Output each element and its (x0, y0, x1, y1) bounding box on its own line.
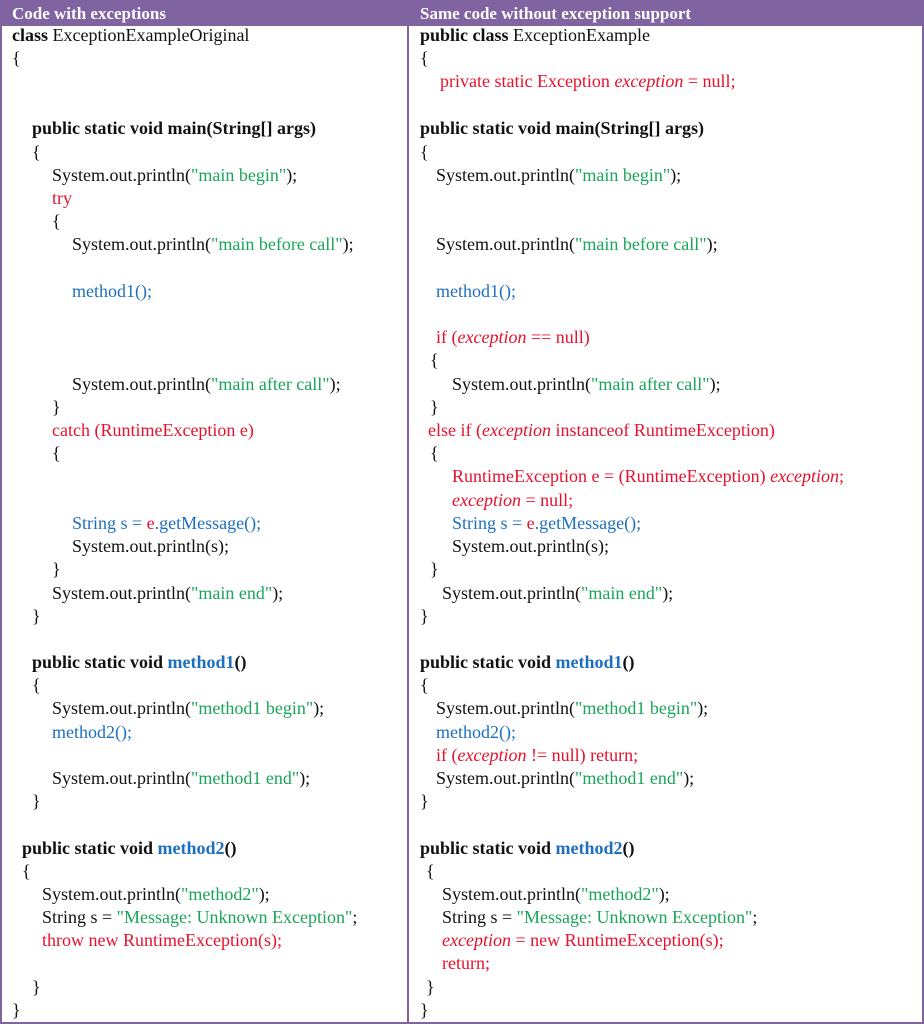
code-token: exception (442, 930, 511, 950)
code-token: "main end" (191, 583, 273, 603)
code-token: System.out.println( (436, 234, 575, 254)
code-token: System.out.println( (42, 884, 181, 904)
code-token: public static void main(String[] args) (420, 118, 705, 138)
code-token: ); (683, 768, 695, 788)
code-token: "method2" (181, 884, 259, 904)
code-token: String s = (72, 513, 147, 533)
code-token: ); (272, 583, 284, 603)
code-token: public static void (32, 652, 168, 672)
code-token: method2 (555, 838, 623, 858)
right-code-line (430, 558, 439, 581)
left-code-line (52, 721, 132, 744)
right-column-header: Same code without exception support (410, 2, 924, 26)
code-token: if ( (436, 327, 458, 347)
code-token: try (52, 188, 72, 208)
code-token: { (430, 443, 439, 463)
code-token: exception (770, 466, 840, 486)
left-code-line (12, 47, 21, 70)
left-code-line (52, 442, 61, 465)
code-token: "method2" (581, 884, 659, 904)
code-token: ); (709, 374, 721, 394)
right-code-line (420, 24, 650, 47)
code-token: method2(); (436, 722, 516, 742)
code-token: method1 (167, 652, 235, 672)
code-token: ); (299, 768, 311, 788)
code-token: () (622, 652, 635, 672)
code-token: ; (352, 907, 358, 927)
code-token: { (32, 142, 41, 162)
right-code-line (430, 396, 439, 419)
code-token: = null; (683, 71, 736, 91)
code-token: String s = (42, 907, 117, 927)
right-code-line (436, 744, 638, 767)
code-token: { (420, 675, 429, 695)
left-code-line (52, 210, 61, 233)
code-token: System.out.println( (72, 374, 211, 394)
right-code-line (420, 999, 429, 1022)
code-token: ExceptionExample (508, 25, 650, 45)
code-token: { (52, 211, 61, 231)
code-token: System.out.println( (442, 583, 581, 603)
code-token: System.out.println( (52, 768, 191, 788)
left-code-line (72, 233, 354, 256)
code-token: System.out.println( (442, 884, 581, 904)
code-token: String s = (452, 513, 527, 533)
code-token: } (12, 1000, 21, 1020)
right-code-line (442, 929, 724, 952)
code-token: "main after call" (211, 374, 330, 394)
code-token: ); (662, 583, 674, 603)
left-code-line (72, 280, 152, 303)
right-code-line (436, 326, 590, 349)
right-code-line (442, 952, 490, 975)
code-token: method1 (555, 652, 623, 672)
code-token: public static void (420, 838, 556, 858)
code-token: ); (342, 234, 354, 254)
right-code-line (420, 651, 635, 674)
code-token: } (32, 606, 41, 626)
code-token: "method1 end" (191, 768, 300, 788)
code-token: "method1 begin" (191, 698, 314, 718)
code-token: System.out.println( (436, 768, 575, 788)
code-token: } (426, 977, 435, 997)
right-code-line (420, 674, 429, 697)
left-code-line (32, 141, 41, 164)
code-token: method2(); (52, 722, 132, 742)
left-code-line (22, 837, 237, 860)
code-token: System.out.println( (52, 583, 191, 603)
code-token: System.out.println( (52, 698, 191, 718)
left-code-line (72, 512, 261, 535)
right-code-line (436, 280, 516, 303)
left-code-line (32, 605, 41, 628)
right-code-line (420, 141, 429, 164)
code-token: "method1 begin" (575, 698, 698, 718)
code-token: "Message: Unknown Exception" (116, 907, 353, 927)
code-token: ); (313, 698, 325, 718)
code-token: instanceof RuntimeException) (550, 420, 775, 440)
right-code-line (436, 164, 681, 187)
code-token: ); (286, 165, 298, 185)
code-token: ); (706, 234, 718, 254)
right-code-line (428, 419, 775, 442)
code-token: } (420, 1000, 429, 1020)
code-token: return; (442, 953, 490, 973)
left-code-line (12, 999, 21, 1022)
code-token: } (32, 977, 41, 997)
right-code-line (420, 47, 429, 70)
code-token: exception (481, 420, 551, 440)
right-code-line (436, 767, 694, 790)
code-token: ); (697, 698, 709, 718)
left-code-line (52, 396, 61, 419)
code-token: } (430, 397, 439, 417)
right-code-line (440, 70, 736, 93)
code-token: { (420, 142, 429, 162)
right-code-line (436, 697, 708, 720)
code-token: .getMessage(); (154, 513, 262, 533)
code-token: } (52, 397, 61, 417)
code-token: String s = (442, 907, 517, 927)
right-code-line (442, 906, 757, 929)
left-code-line (72, 535, 229, 558)
code-token: method2 (157, 838, 225, 858)
code-token: = new RuntimeException(s); (510, 930, 724, 950)
code-token: "method1 end" (575, 768, 684, 788)
left-code-line (12, 24, 249, 47)
code-token: RuntimeException e = (RuntimeException) (452, 466, 771, 486)
code-token: } (420, 606, 429, 626)
code-token: } (52, 559, 61, 579)
left-code-line (52, 582, 283, 605)
right-code-line (430, 349, 439, 372)
code-token: .getMessage(); (534, 513, 642, 533)
code-token: { (12, 48, 21, 68)
code-token: System.out.println( (452, 374, 591, 394)
code-token: { (430, 350, 439, 370)
code-token: != null) return; (526, 745, 639, 765)
code-token: ); (670, 165, 682, 185)
right-code-line (420, 605, 429, 628)
code-token: = null; (520, 490, 574, 510)
right-code-line (452, 535, 609, 558)
left-code-line (72, 373, 341, 396)
right-code-line (426, 860, 435, 883)
code-token: == null) (526, 327, 590, 347)
code-token: System.out.println( (52, 165, 191, 185)
code-token: "main end" (581, 583, 663, 603)
code-token: throw new RuntimeException(s); (42, 930, 282, 950)
code-token: exception (457, 745, 527, 765)
code-token: exception (614, 71, 684, 91)
code-token: catch (RuntimeException e) (52, 420, 254, 440)
code-token: { (52, 443, 61, 463)
code-token: public class (420, 25, 509, 45)
right-code-line (420, 790, 429, 813)
right-code-line (442, 883, 670, 906)
code-token: System.out.println(s); (452, 536, 609, 556)
code-token: "main before call" (211, 234, 343, 254)
right-code-line (442, 582, 673, 605)
code-token: public static void (420, 652, 556, 672)
code-token: } (430, 559, 439, 579)
code-token: public static void main(String[] args) (32, 118, 317, 138)
code-token: ); (658, 884, 670, 904)
right-code-line (430, 442, 439, 465)
code-token: } (420, 791, 429, 811)
left-code-line (32, 117, 316, 140)
code-token: { (420, 48, 429, 68)
left-code-line (52, 187, 72, 210)
left-code-line (32, 674, 41, 697)
right-code-line (420, 117, 704, 140)
code-token: public static void (22, 838, 158, 858)
right-code-line (452, 373, 721, 396)
code-token: { (426, 861, 435, 881)
code-token: System.out.println(s); (72, 536, 229, 556)
left-code-line (52, 767, 310, 790)
code-token: { (32, 675, 41, 695)
left-code-line (52, 697, 324, 720)
left-code-line (42, 929, 282, 952)
code-token: ); (329, 374, 341, 394)
right-code-line (436, 233, 718, 256)
code-token: else if ( (428, 420, 482, 440)
code-token: "main begin" (191, 165, 287, 185)
code-token: e (146, 513, 155, 533)
code-token: exception (452, 490, 521, 510)
code-token: method1(); (436, 281, 516, 301)
code-token: ); (258, 884, 270, 904)
right-code-line (452, 512, 641, 535)
code-token: } (32, 791, 41, 811)
code-token: ; (752, 907, 758, 927)
code-token: () (224, 838, 237, 858)
left-code-line (42, 906, 357, 929)
left-code-line (42, 883, 270, 906)
left-code-line (22, 860, 31, 883)
code-token: () (234, 652, 247, 672)
right-code-line (436, 721, 516, 744)
left-code-line (32, 651, 247, 674)
code-token: "Message: Unknown Exception" (516, 907, 753, 927)
left-code-line (52, 164, 297, 187)
right-code-line (420, 837, 635, 860)
code-token: exception (457, 327, 527, 347)
code-token: System.out.println( (436, 698, 575, 718)
code-token: ; (839, 466, 845, 486)
code-token: "main before call" (575, 234, 707, 254)
code-token: method1(); (72, 281, 152, 301)
left-code-line (32, 790, 41, 813)
code-token: () (622, 838, 635, 858)
right-code-line (452, 465, 844, 488)
code-token: class (12, 25, 48, 45)
left-code-line (52, 419, 254, 442)
left-code-line (32, 976, 41, 999)
code-token: if ( (436, 745, 458, 765)
code-token: "main begin" (575, 165, 671, 185)
code-token: System.out.println( (436, 165, 575, 185)
code-token: "main after call" (591, 374, 710, 394)
code-token: System.out.println( (72, 234, 211, 254)
left-code-line (52, 558, 61, 581)
right-code-line (426, 976, 435, 999)
code-token: ExceptionExampleOriginal (48, 25, 250, 45)
left-column-header: Code with exceptions (2, 2, 410, 26)
code-token: { (22, 861, 31, 881)
code-token: private static Exception (440, 71, 615, 91)
right-code-line (452, 489, 573, 512)
code-token: e (526, 513, 535, 533)
